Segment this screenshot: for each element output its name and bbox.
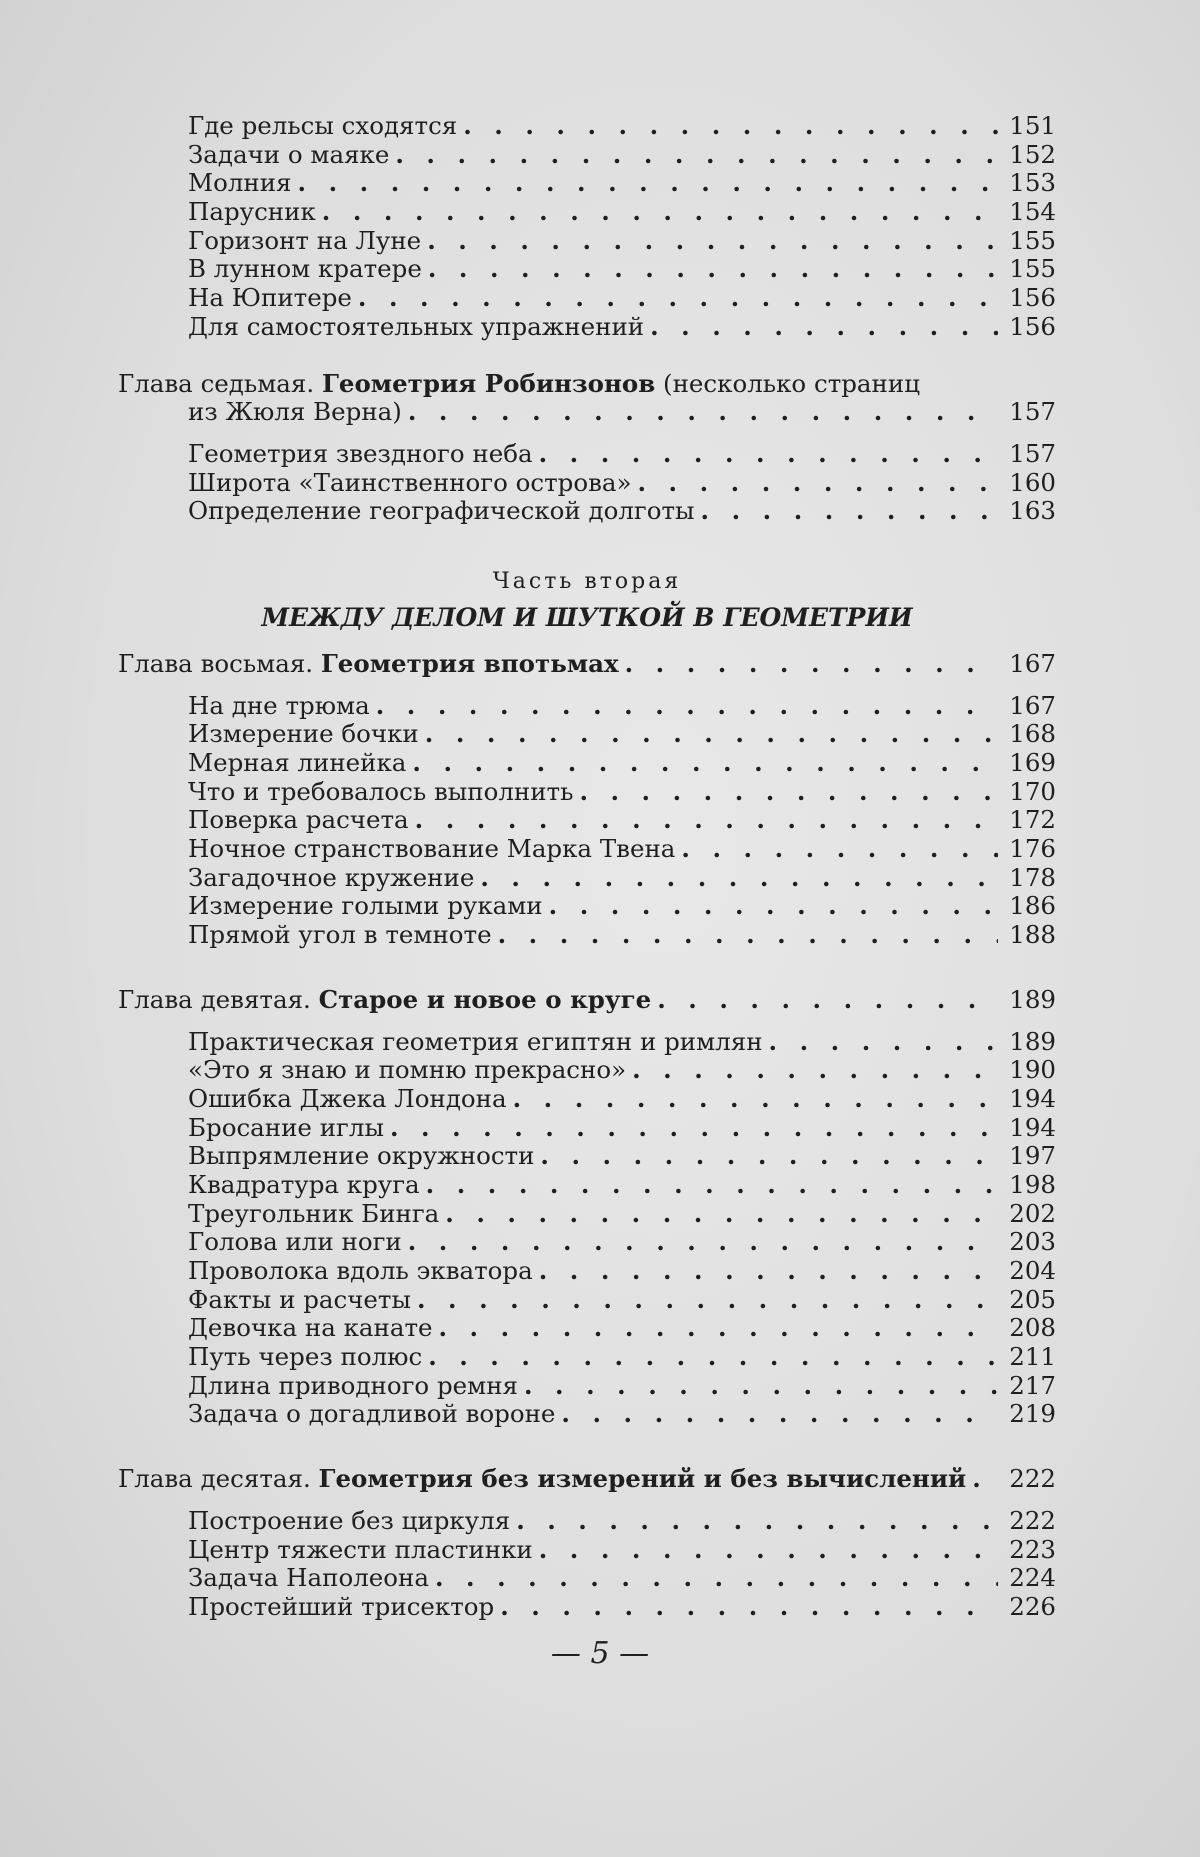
toc-entry: Что и требовалось выполнить . . . 170 [118, 778, 1056, 807]
toc-entry: «Это я знаю и помню прекрасно» . . . 190 [118, 1056, 1056, 1085]
chapter-8-heading [118, 650, 1056, 679]
toc-entry: Измерение голыми руками . . . 186 [118, 892, 1056, 921]
toc-entry: Выпрямление окружности . . . 197 [118, 1142, 1056, 1171]
chapter-9-section [118, 986, 1056, 1429]
toc-entry: Голова или ноги . . . 203 [118, 1228, 1056, 1257]
toc-entry: Треугольник Бинга . . . 202 [118, 1200, 1056, 1229]
toc-entry: Поверка расчета . . . 172 [118, 806, 1056, 835]
table-of-contents [118, 112, 1056, 1622]
page-number: — 5 — [550, 1636, 650, 1671]
toc-entry: Широта «Таинственного острова» . . . 160 [118, 469, 1056, 498]
toc-entry: Мерная линейка . . . 169 [118, 749, 1056, 778]
toc-top-section [118, 112, 1056, 342]
toc-entry: Где рельсы сходятся . . . 151 [118, 112, 1056, 141]
toc-entry: Задачи о маяке . . . 152 [118, 141, 1056, 170]
chapter-9-heading [118, 986, 1056, 1015]
toc-entry: Молния . . . 153 [118, 169, 1056, 198]
toc-entry: Бросание иглы . . . 194 [118, 1114, 1056, 1143]
toc-entry: Парусник . . . 154 [118, 198, 1056, 227]
toc-entry: Проволока вдоль экватора . . . 204 [118, 1257, 1056, 1286]
toc-entry: Простейший трисектор . . . 226 [118, 1593, 1056, 1622]
toc-entry: Горизонт на Луне . . . 155 [118, 227, 1056, 256]
chapter-7-section [118, 370, 1056, 526]
toc-entry: Ошибка Джека Лондона . . . 194 [118, 1085, 1056, 1114]
toc-entry: Задача Наполеона . . . 224 [118, 1564, 1056, 1593]
toc-entry: Геометрия звездного неба . . . 157 [118, 440, 1056, 469]
toc-entry: Ночное странствование Марка Твена . . . 176 [118, 835, 1056, 864]
chapter-title-line2: из Жюля Верна) [188, 397, 402, 427]
chapter-title-rest: (несколько страниц [663, 368, 920, 398]
chapter-prefix: Глава седьмая. [118, 368, 315, 398]
toc-entry: На Юпитере . . . 156 [118, 284, 1056, 313]
toc-entry: Квадратура круга . . . 198 [118, 1171, 1056, 1200]
toc-entry: В лунном кратере . . . 155 [118, 255, 1056, 284]
toc-entry: Построение без циркуля . . . 222 [118, 1507, 1056, 1536]
toc-entry: Определение географической долготы . . . 163 [118, 497, 1056, 526]
chapter-10-section [118, 1465, 1056, 1621]
chapter-7-heading [118, 370, 1056, 427]
chapter-title: Геометрия впотьмах [320, 648, 619, 678]
toc-entry: Практическая геометрия египтян и римлян . . . 189 [118, 1028, 1056, 1057]
toc-entry: Девочка на канате . . . 208 [118, 1314, 1056, 1343]
chapter-title: Геометрия без измерений и без вычислений [318, 1464, 967, 1494]
part-label: Часть вторая [492, 568, 682, 594]
toc-entry: Центр тяжести пластинки . . . 223 [118, 1536, 1056, 1565]
toc-entry: Для самостоятельных упражнений . . . 156 [118, 313, 1056, 342]
chapter-page: 157 [1009, 397, 1056, 427]
chapter-title: Геометрия Робинзонов [321, 368, 656, 398]
toc-entry: Прямой угол в темноте . . . 188 [118, 921, 1056, 950]
chapter-prefix: Глава десятая. [118, 1464, 311, 1494]
toc-entry: Задача о догадливой вороне . . . 219 [118, 1400, 1056, 1429]
toc-entry: Факты и расчеты . . . 205 [118, 1286, 1056, 1315]
chapter-page: 189 [1009, 984, 1056, 1014]
chapter-prefix: Глава восьмая. [118, 648, 314, 678]
chapter-page: 222 [1009, 1464, 1056, 1494]
toc-entry: Загадочное кружение . . . 178 [118, 864, 1056, 893]
toc-entry: Измерение бочки . . . 168 [118, 720, 1056, 749]
chapter-8-section [118, 650, 1056, 950]
part-title: МЕЖДУ ДЕЛОМ И ШУТКОЙ В ГЕОМЕТРИИ [261, 602, 913, 632]
chapter-page: 167 [1009, 648, 1056, 678]
toc-entry: Путь через полюс . . . 211 [118, 1343, 1056, 1372]
toc-entry: Длина приводного ремня . . . 217 [118, 1372, 1056, 1401]
chapter-10-heading [118, 1465, 1056, 1494]
chapter-prefix: Глава девятая. [118, 984, 311, 1014]
toc-entry: На дне трюма . . . 167 [118, 692, 1056, 721]
chapter-title: Старое и новое о круге [318, 984, 652, 1014]
